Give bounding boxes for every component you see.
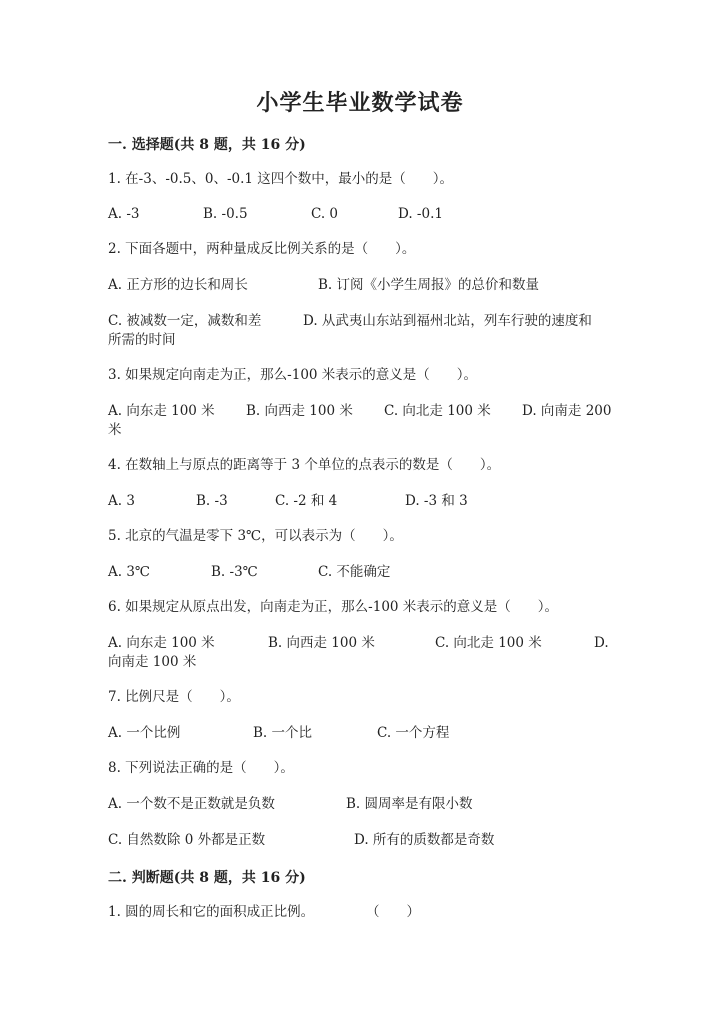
question-text: 1. 在-3、-0.5、0、-0.1 这四个数中，最小的是（ ）。	[108, 171, 454, 187]
option-a: A. -3	[108, 206, 140, 222]
option-c: C. 0	[311, 206, 339, 222]
option-d-continued: 米	[108, 422, 122, 438]
option-b: B. 订阅《小学生周报》的总价和数量	[318, 277, 540, 293]
section-heading-judgment: 二. 判断题(共 8 题，共 16 分)	[108, 870, 306, 886]
question-text: 2. 下面各题中，两种量成反比例关系的是（ ）。	[108, 241, 416, 257]
question-text: 5. 北京的气温是零下 3℃，可以表示为（ ）。	[108, 528, 403, 544]
option-b: B. -3	[196, 493, 228, 509]
answer-blank: （ ）	[366, 904, 420, 920]
option-d: D. 向南走 200	[522, 403, 612, 419]
option-d: D. 从武夷山东站到福州北站，列车行驶的速度和	[303, 313, 592, 329]
option-d-continued: 向南走 100 米	[108, 654, 197, 670]
option-d: D. -3 和 3	[405, 493, 468, 509]
option-d: D. -0.1	[398, 206, 443, 222]
option-b: B. 一个比	[253, 725, 313, 741]
option-a: A. 一个比例	[108, 725, 181, 741]
option-a: A. 向东走 100 米	[108, 635, 215, 651]
option-c: C. 自然数除 0 外都是正数	[108, 832, 266, 848]
page-title: 小学生毕业数学试卷	[256, 90, 464, 116]
question-text: 4. 在数轴上与原点的距离等于 3 个单位的点表示的数是（ ）。	[108, 457, 501, 473]
option-c: C. 向北走 100 米	[384, 403, 491, 419]
option-d: D. 所有的质数都是奇数	[354, 832, 495, 848]
option-a: A. 一个数不是正数就是负数	[108, 796, 275, 812]
option-c: C. 被减数一定，减数和差	[108, 313, 262, 329]
option-b: B. 向西走 100 米	[268, 635, 375, 651]
option-d-continued: 所需的时间	[108, 332, 176, 348]
option-b: B. 圆周率是有限小数	[346, 796, 473, 812]
option-d: D.	[594, 635, 609, 651]
option-a: A. 3℃	[108, 564, 151, 580]
option-a: A. 正方形的边长和周长	[108, 277, 248, 293]
question-text: 1. 圆的周长和它的面积成正比例。	[108, 904, 315, 920]
option-c: C. 不能确定	[318, 564, 391, 580]
question-text: 7. 比例尺是（ ）。	[108, 689, 240, 705]
option-b: B. -0.5	[203, 206, 248, 222]
option-c: C. 向北走 100 米	[435, 635, 542, 651]
question-text: 8. 下列说法正确的是（ ）。	[108, 760, 294, 776]
option-a: A. 3	[108, 493, 135, 509]
question-text: 6. 如果规定从原点出发，向南走为正，那么-100 米表示的意义是（ ）。	[108, 599, 559, 615]
option-c: C. 一个方程	[377, 725, 450, 741]
section-heading-choice: 一. 选择题(共 8 题，共 16 分)	[108, 137, 306, 153]
option-b: B. -3℃	[211, 564, 258, 580]
option-b: B. 向西走 100 米	[246, 403, 353, 419]
option-a: A. 向东走 100 米	[108, 403, 215, 419]
option-c: C. -2 和 4	[275, 493, 338, 509]
question-text: 3. 如果规定向南走为正，那么-100 米表示的意义是（ ）。	[108, 367, 478, 383]
